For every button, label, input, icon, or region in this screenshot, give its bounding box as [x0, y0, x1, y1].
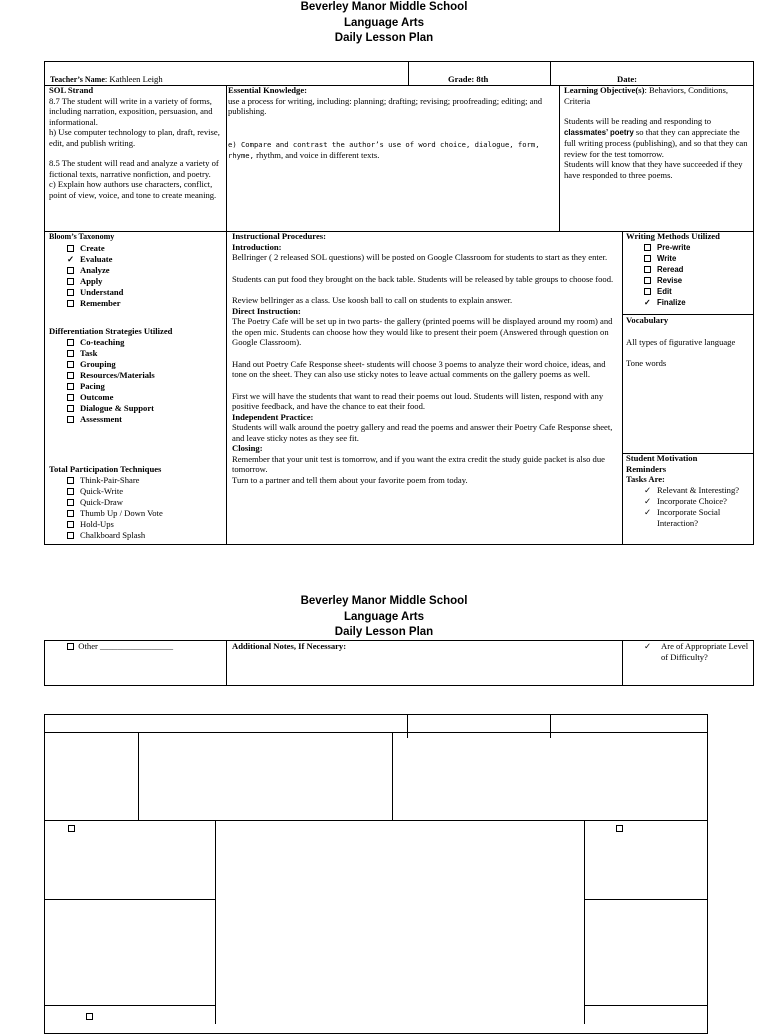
intro-text: Review bellringer as a class. Use koosh ball to call on students to explain answer.: [232, 295, 513, 305]
writing-methods-cell: [626, 231, 752, 308]
list-item: [644, 507, 752, 529]
row-divider: [584, 1005, 708, 1006]
checkmark-icon: ✓: [67, 253, 75, 264]
teacher-name-cell: [50, 74, 405, 86]
checkbox-icon: [67, 276, 78, 287]
instructional-procedures-cell: [232, 231, 618, 543]
differentiation-list: [49, 337, 225, 425]
sol-line: h) Use computer technology to plan, draft, revise, edit, and publish writing.: [49, 127, 220, 148]
col-divider: [226, 640, 227, 686]
checkbox-icon: [67, 265, 78, 276]
grade-cell: [448, 74, 548, 85]
list-item: [644, 275, 752, 286]
sol-line: 8.7 The student will write in a variety of forms, including narration, exposition, persuasion, and informational.: [49, 95, 213, 127]
list-item: [644, 485, 752, 496]
col-divider: [226, 85, 227, 545]
checkbox-icon: [67, 359, 78, 370]
list-item-label: Revise: [657, 275, 683, 285]
list-item: [644, 253, 752, 264]
teacher-label: Teacher’s Name: [50, 75, 105, 84]
other-label: Other _________________: [78, 641, 174, 651]
checkbox-icon: [68, 825, 75, 832]
list-item-label: Incorporate Social Interaction?: [657, 506, 721, 528]
col-divider: [550, 714, 551, 738]
objective-title: Learning Objective(s): [564, 85, 645, 95]
checkbox-icon: [644, 286, 655, 297]
sol-line: 8.5 The student will read and analyze a variety of fictional texts, narrative nonfiction, and poetry.: [49, 158, 219, 179]
list-item-label: Evaluate: [80, 253, 113, 264]
sol-strand-cell: [49, 85, 225, 231]
list-item-label: Remember: [80, 297, 121, 308]
list-item: [67, 265, 225, 276]
teacher-name: : Kathleen Leigh: [104, 74, 163, 84]
col-divider: [392, 732, 393, 820]
learning-objective-cell: [564, 85, 750, 231]
writing-methods-list: [626, 242, 752, 308]
list-item-label: Quick-Write: [80, 485, 124, 496]
list-item: [67, 392, 225, 403]
list-item: [67, 348, 225, 359]
list-item: [67, 381, 225, 392]
checkmark-icon: ✓: [644, 484, 652, 495]
date-cell: [617, 74, 717, 85]
checkbox-icon: [67, 298, 78, 309]
checkmark-icon: ✓: [644, 297, 651, 307]
vocabulary-cell: [626, 315, 736, 369]
checkbox-icon: [67, 381, 78, 392]
sol-title: SOL Strand: [49, 85, 94, 95]
school-name: Beverley Manor Middle School: [300, 595, 468, 607]
reminders-title: Reminders: [626, 463, 667, 474]
differentiation-title: Differentiation Strategies Utilized: [49, 326, 173, 336]
checkmark-icon: ✓: [644, 506, 652, 517]
checkbox-icon: [67, 643, 74, 650]
checkbox-icon: [86, 1013, 93, 1020]
checkbox-icon: [67, 348, 78, 359]
col-divider: [408, 61, 409, 85]
checkbox-icon: [67, 243, 78, 254]
checkbox-icon: [67, 486, 78, 497]
list-item-label: Thumb Up / Down Vote: [80, 507, 163, 518]
other-item: [67, 641, 225, 652]
closing-text: Remember that your unit test is tomorrow, and if you want the extra credit the study guide packet is also due tomorrow.: [232, 453, 605, 474]
tasks-title: Tasks Are:: [626, 474, 665, 484]
list-item-label: Relevant & Interesting?: [657, 484, 740, 495]
participation-list: [49, 475, 225, 541]
difficulty-label: Are of Appropriate Level of Difficulty?: [661, 641, 749, 662]
direct-text: The Poetry Cafe will be set up in two parts- the gallery (printed poems will be displayed around my room) and the open mic. Students can choose how they would like to present their poem (Answered through question on Google Classroom).: [232, 316, 613, 347]
objective-text: so that they can appreciate the full writing process (publishing), and so that they can review for the test tomorrow.: [564, 126, 748, 159]
row-divider: [44, 1005, 215, 1006]
intro-text: Bellringer ( 2 released SOL questions) will be posted on Google Classroom for students to start as they enter.: [232, 252, 608, 262]
motivation-cell: [626, 453, 752, 529]
col-divider: [550, 61, 551, 85]
school-name: Beverley Manor Middle School: [300, 1, 468, 13]
vocabulary-line: Tone words: [626, 358, 667, 368]
list-item: [644, 264, 752, 275]
subject-name: Language Arts: [343, 16, 425, 29]
checkbox-icon: [644, 264, 655, 275]
list-item-label: Analyze: [80, 264, 110, 275]
motivation-list: [626, 485, 752, 529]
additional-notes-title: Additional Notes, If Necessary:: [232, 641, 347, 651]
participation-title: Total Participation Techniques: [49, 464, 162, 474]
checkbox-icon: [616, 825, 623, 832]
list-item: [67, 370, 225, 381]
essential-text-compare: e) Compare and contrast the author’s use of word choice, dialogue, form, rhyme,: [228, 139, 540, 160]
blank-lesson-table: [44, 714, 708, 1034]
list-item: [67, 287, 225, 298]
checkbox-icon: [644, 242, 655, 253]
plan-title: Daily Lesson Plan: [334, 626, 434, 638]
checkbox-icon: [67, 337, 78, 348]
checkbox-icon: [67, 497, 78, 508]
list-item-label: Think-Pair-Share: [80, 474, 140, 485]
blooms-list: [49, 243, 225, 309]
essential-text: use a process for writing, including: planning; drafting; revising; proofreading; editing; and publishing.: [228, 95, 543, 116]
blooms-title: Bloom’s Taxonomy: [49, 232, 115, 241]
list-item: [67, 486, 225, 497]
writing-methods-title: Writing Methods Utilized: [626, 231, 720, 241]
checkbox-icon: [67, 414, 78, 425]
checkbox-icon: [67, 475, 78, 486]
list-item-label: Co-teaching: [80, 336, 125, 347]
checkbox-icon: [67, 403, 78, 414]
participation-cell: [49, 464, 225, 541]
list-item: [67, 403, 225, 414]
direct-instruction-title: Direct Instruction:: [232, 305, 301, 316]
list-item: [67, 254, 225, 265]
list-item-label: Finalize: [657, 297, 686, 307]
list-item-label: Quick-Draw: [80, 496, 123, 507]
list-item-label: Resources/Materials: [80, 369, 155, 380]
list-item: [644, 297, 752, 308]
list-item-label: Pre-write: [657, 242, 691, 252]
list-item-label: Write: [657, 253, 677, 263]
list-item-label: Edit: [657, 286, 672, 296]
vocabulary-title: Vocabulary: [626, 315, 669, 325]
sol-line: c) Explain how authors use characters, conflict, point of view, voice, and tone to create meaning.: [49, 179, 217, 200]
col-divider: [215, 820, 216, 1024]
closing-text: Turn to a partner and tell them about your favorite poem from today.: [232, 474, 468, 485]
introduction-title: Introduction:: [232, 241, 282, 252]
list-item: [67, 359, 225, 370]
vocabulary-line: All types of figurative language: [626, 336, 736, 347]
list-item-label: Understand: [80, 286, 124, 297]
list-item-label: Task: [80, 347, 98, 358]
objective-success: Students will know that they have succeeded if they have responded to three poems.: [564, 159, 743, 180]
list-item: [644, 286, 752, 297]
essential-text-rhythm: rhythm, and voice in different texts.: [253, 150, 380, 160]
list-item: [644, 242, 752, 253]
list-item: [67, 508, 225, 519]
direct-text: First we will have the students that want to read their poems out loud. Students will listen, respond with any positive feedback, and have the chance to eat their food.: [232, 390, 604, 411]
row-divider: [44, 899, 215, 900]
list-item-label: Pacing: [80, 380, 105, 391]
list-item: [67, 298, 225, 309]
col-divider: [559, 85, 560, 231]
row-divider: [44, 732, 708, 733]
col-divider: [138, 732, 139, 820]
list-item-label: Apply: [80, 275, 103, 286]
essential-knowledge-cell: [228, 85, 556, 231]
differentiation-cell: [49, 326, 225, 425]
essential-title: Essential Knowledge:: [228, 85, 308, 95]
list-item: [67, 519, 225, 530]
closing-title: Closing:: [232, 443, 263, 453]
checkbox-icon: [67, 508, 78, 519]
list-item: [67, 243, 225, 254]
list-item: [67, 414, 225, 425]
list-item-label: Hold-Ups: [80, 518, 114, 529]
objective-text-bold: classmates’ poetry: [564, 127, 634, 137]
grade: Grade: 8th: [448, 74, 489, 84]
col-divider: [622, 640, 623, 686]
list-item: [67, 475, 225, 486]
list-item-label: Assessment: [80, 413, 123, 424]
row-divider: [44, 820, 708, 821]
intro-text: Students can put food they brought on the back table. Students will be released by table groups to choose food.: [232, 273, 614, 284]
list-item-label: Dialogue & Support: [80, 402, 155, 413]
list-item: [67, 276, 225, 287]
blooms-taxonomy-cell: [49, 231, 225, 309]
checkbox-icon: [67, 519, 78, 530]
row-divider: [584, 899, 708, 900]
list-item: [644, 496, 752, 507]
additional-notes-cell: [232, 641, 612, 652]
independent-practice-title: Independent Practice:: [232, 411, 314, 422]
checkmark-icon: ✓: [644, 495, 652, 506]
objective-text: Students will be reading and responding to: [564, 116, 712, 126]
date-label: Date:: [617, 74, 638, 84]
list-item-label: Incorporate Choice?: [657, 495, 727, 506]
col-divider: [622, 231, 623, 545]
instruction-title: Instructional Procedures:: [232, 231, 326, 241]
list-item-label: Chalkboard Splash: [80, 529, 146, 540]
subject-name: Language Arts: [343, 610, 425, 623]
col-divider: [584, 820, 585, 1024]
direct-text: Hand out Poetry Cafe Response sheet- students will choose 3 poems to analyze their word choice, ideas, and tone on the sheet. They can also use sticky notes to leave actual comments on the gallery poems as well.: [232, 358, 606, 379]
list-item-label: Outcome: [80, 391, 114, 402]
motivation-title: Student Motivation: [626, 453, 698, 463]
checkbox-icon: [67, 287, 78, 298]
checkbox-icon: [644, 253, 655, 264]
objective-title-rest: : Behaviors, Conditions, Criteria: [564, 85, 728, 106]
page2-header: [0, 594, 768, 641]
list-item: [67, 497, 225, 508]
list-item: [67, 337, 225, 348]
col-divider: [407, 714, 408, 738]
checkbox-icon: [67, 370, 78, 381]
list-item-label: Reread: [657, 264, 684, 274]
checkmark-icon: ✓: [644, 641, 652, 651]
page1-header: [0, 0, 768, 47]
independent-text: Students will walk around the poetry gallery and read the poems and answer their Poetry Cafe Response sheet, and leave sticky notes as they see fit.: [232, 422, 613, 443]
plan-title: Daily Lesson Plan: [334, 32, 434, 44]
checkbox-icon: [67, 530, 78, 541]
list-item-label: Grouping: [80, 358, 116, 369]
difficulty-item: [644, 641, 752, 662]
list-item-label: Create: [80, 242, 105, 253]
checkbox-icon: [644, 275, 655, 286]
checkbox-icon: [67, 392, 78, 403]
list-item: [67, 530, 225, 541]
